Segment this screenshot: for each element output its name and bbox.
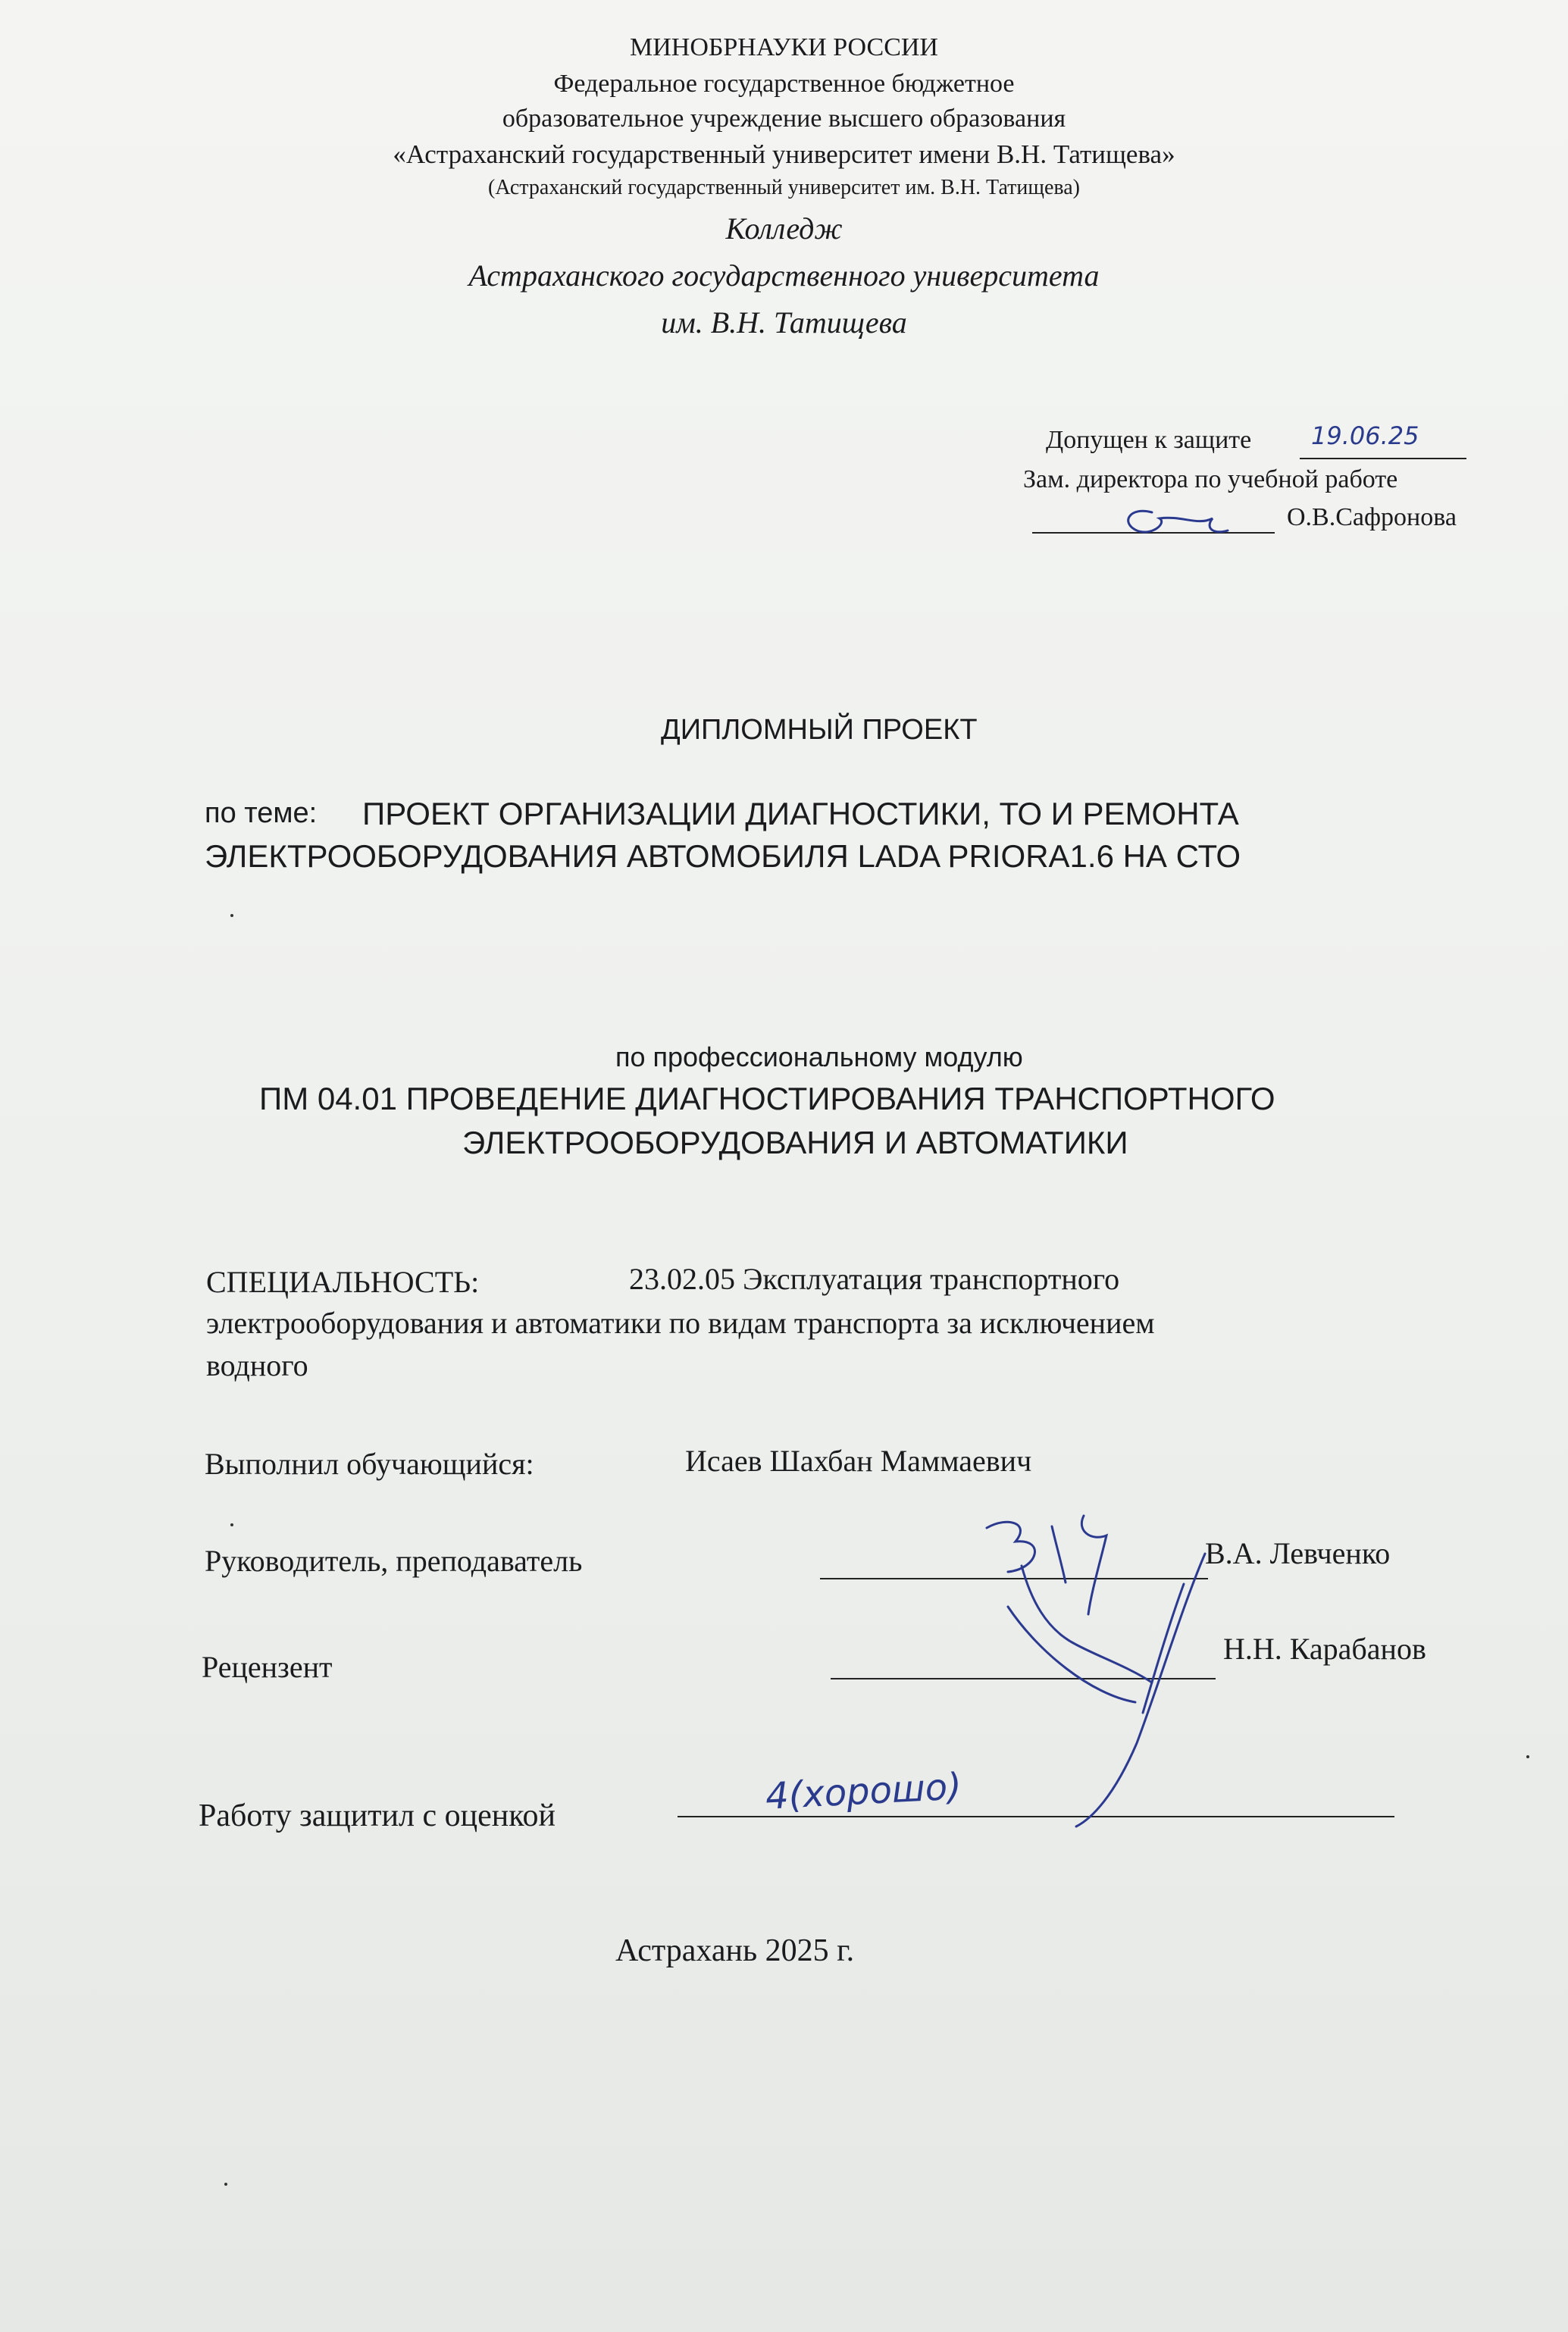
module-prefix: по профессиональному модулю bbox=[615, 1041, 1023, 1072]
college-title: Колледж bbox=[725, 211, 843, 246]
topic-line-1: ПРОЕКТ ОРГАНИЗАЦИИ ДИАГНОСТИКИ, ТО И РЕМОНТА bbox=[362, 796, 1239, 831]
approval-name: О.В.Сафронова bbox=[1287, 503, 1457, 531]
topic-line-2: ЭЛЕКТРООБОРУДОВАНИЯ АВТОМОБИЛЯ LADA PRIORA1.6 НА СТО bbox=[205, 838, 1241, 874]
supervisor-name: В.А. Левченко bbox=[1205, 1536, 1391, 1570]
grade-handwritten: 4(хорошо) bbox=[764, 1765, 963, 1818]
university-short-name: (Астраханский государственный университет им. В.Н. Татищева) bbox=[488, 176, 1080, 199]
college-university: Астраханского государственного университета bbox=[468, 258, 1100, 293]
grade-label: Работу защитил с оценкой bbox=[199, 1798, 556, 1833]
specialty-line-2: электрооборудования и автоматики по видам транспорта за исключением bbox=[206, 1306, 1155, 1340]
supervisor-label: Руководитель, преподаватель bbox=[205, 1544, 583, 1578]
ministry-line: МИНОБРНАУКИ РОССИИ bbox=[629, 33, 938, 61]
paper-speck bbox=[224, 2183, 227, 2186]
topic-prefix: по теме: bbox=[205, 797, 318, 829]
document-type: ДИПЛОМНЫЙ ПРОЕКТ bbox=[661, 714, 978, 746]
approval-position: Зам. директора по учебной работе bbox=[1023, 465, 1398, 493]
module-line-1: ПМ 04.01 ПРОВЕДЕНИЕ ДИАГНОСТИРОВАНИЯ ТРАНСПОРТНОГО bbox=[259, 1081, 1275, 1116]
paper-speck bbox=[230, 1523, 233, 1526]
admitted-label: Допущен к защите bbox=[1046, 426, 1252, 454]
reviewer-name: Н.Н. Карабанов bbox=[1223, 1632, 1426, 1666]
reviewer-label: Рецензент bbox=[202, 1650, 333, 1684]
module-line-2: ЭЛЕКТРООБОРУДОВАНИЯ И АВТОМАТИКИ bbox=[462, 1125, 1128, 1160]
institution-line-2: Федеральное государственное бюджетное bbox=[553, 70, 1015, 98]
student-label: Выполнил обучающийся: bbox=[205, 1447, 534, 1481]
supervisor-signature bbox=[987, 1516, 1205, 1826]
student-name: Исаев Шахбан Маммаевич bbox=[685, 1444, 1032, 1478]
paper-speck bbox=[230, 914, 233, 917]
admitted-date-handwritten: 19.06.25 bbox=[1311, 421, 1419, 450]
specialty-line-1: 23.02.05 Эксплуатация транспортного bbox=[629, 1262, 1120, 1296]
university-full-name: «Астраханский государственный университет имени В.Н. Татищева» bbox=[393, 139, 1175, 169]
college-name: им. В.Н. Татищева bbox=[661, 305, 907, 340]
paper-speck bbox=[1526, 1755, 1529, 1758]
city-year: Астрахань 2025 г. bbox=[615, 1933, 855, 1968]
institution-line-3: образовательное учреждение высшего образования bbox=[502, 105, 1066, 133]
specialty-line-3: водного bbox=[206, 1348, 308, 1382]
specialty-label: СПЕЦИАЛЬНОСТЬ: bbox=[206, 1265, 480, 1299]
approval-signature bbox=[1128, 511, 1228, 532]
